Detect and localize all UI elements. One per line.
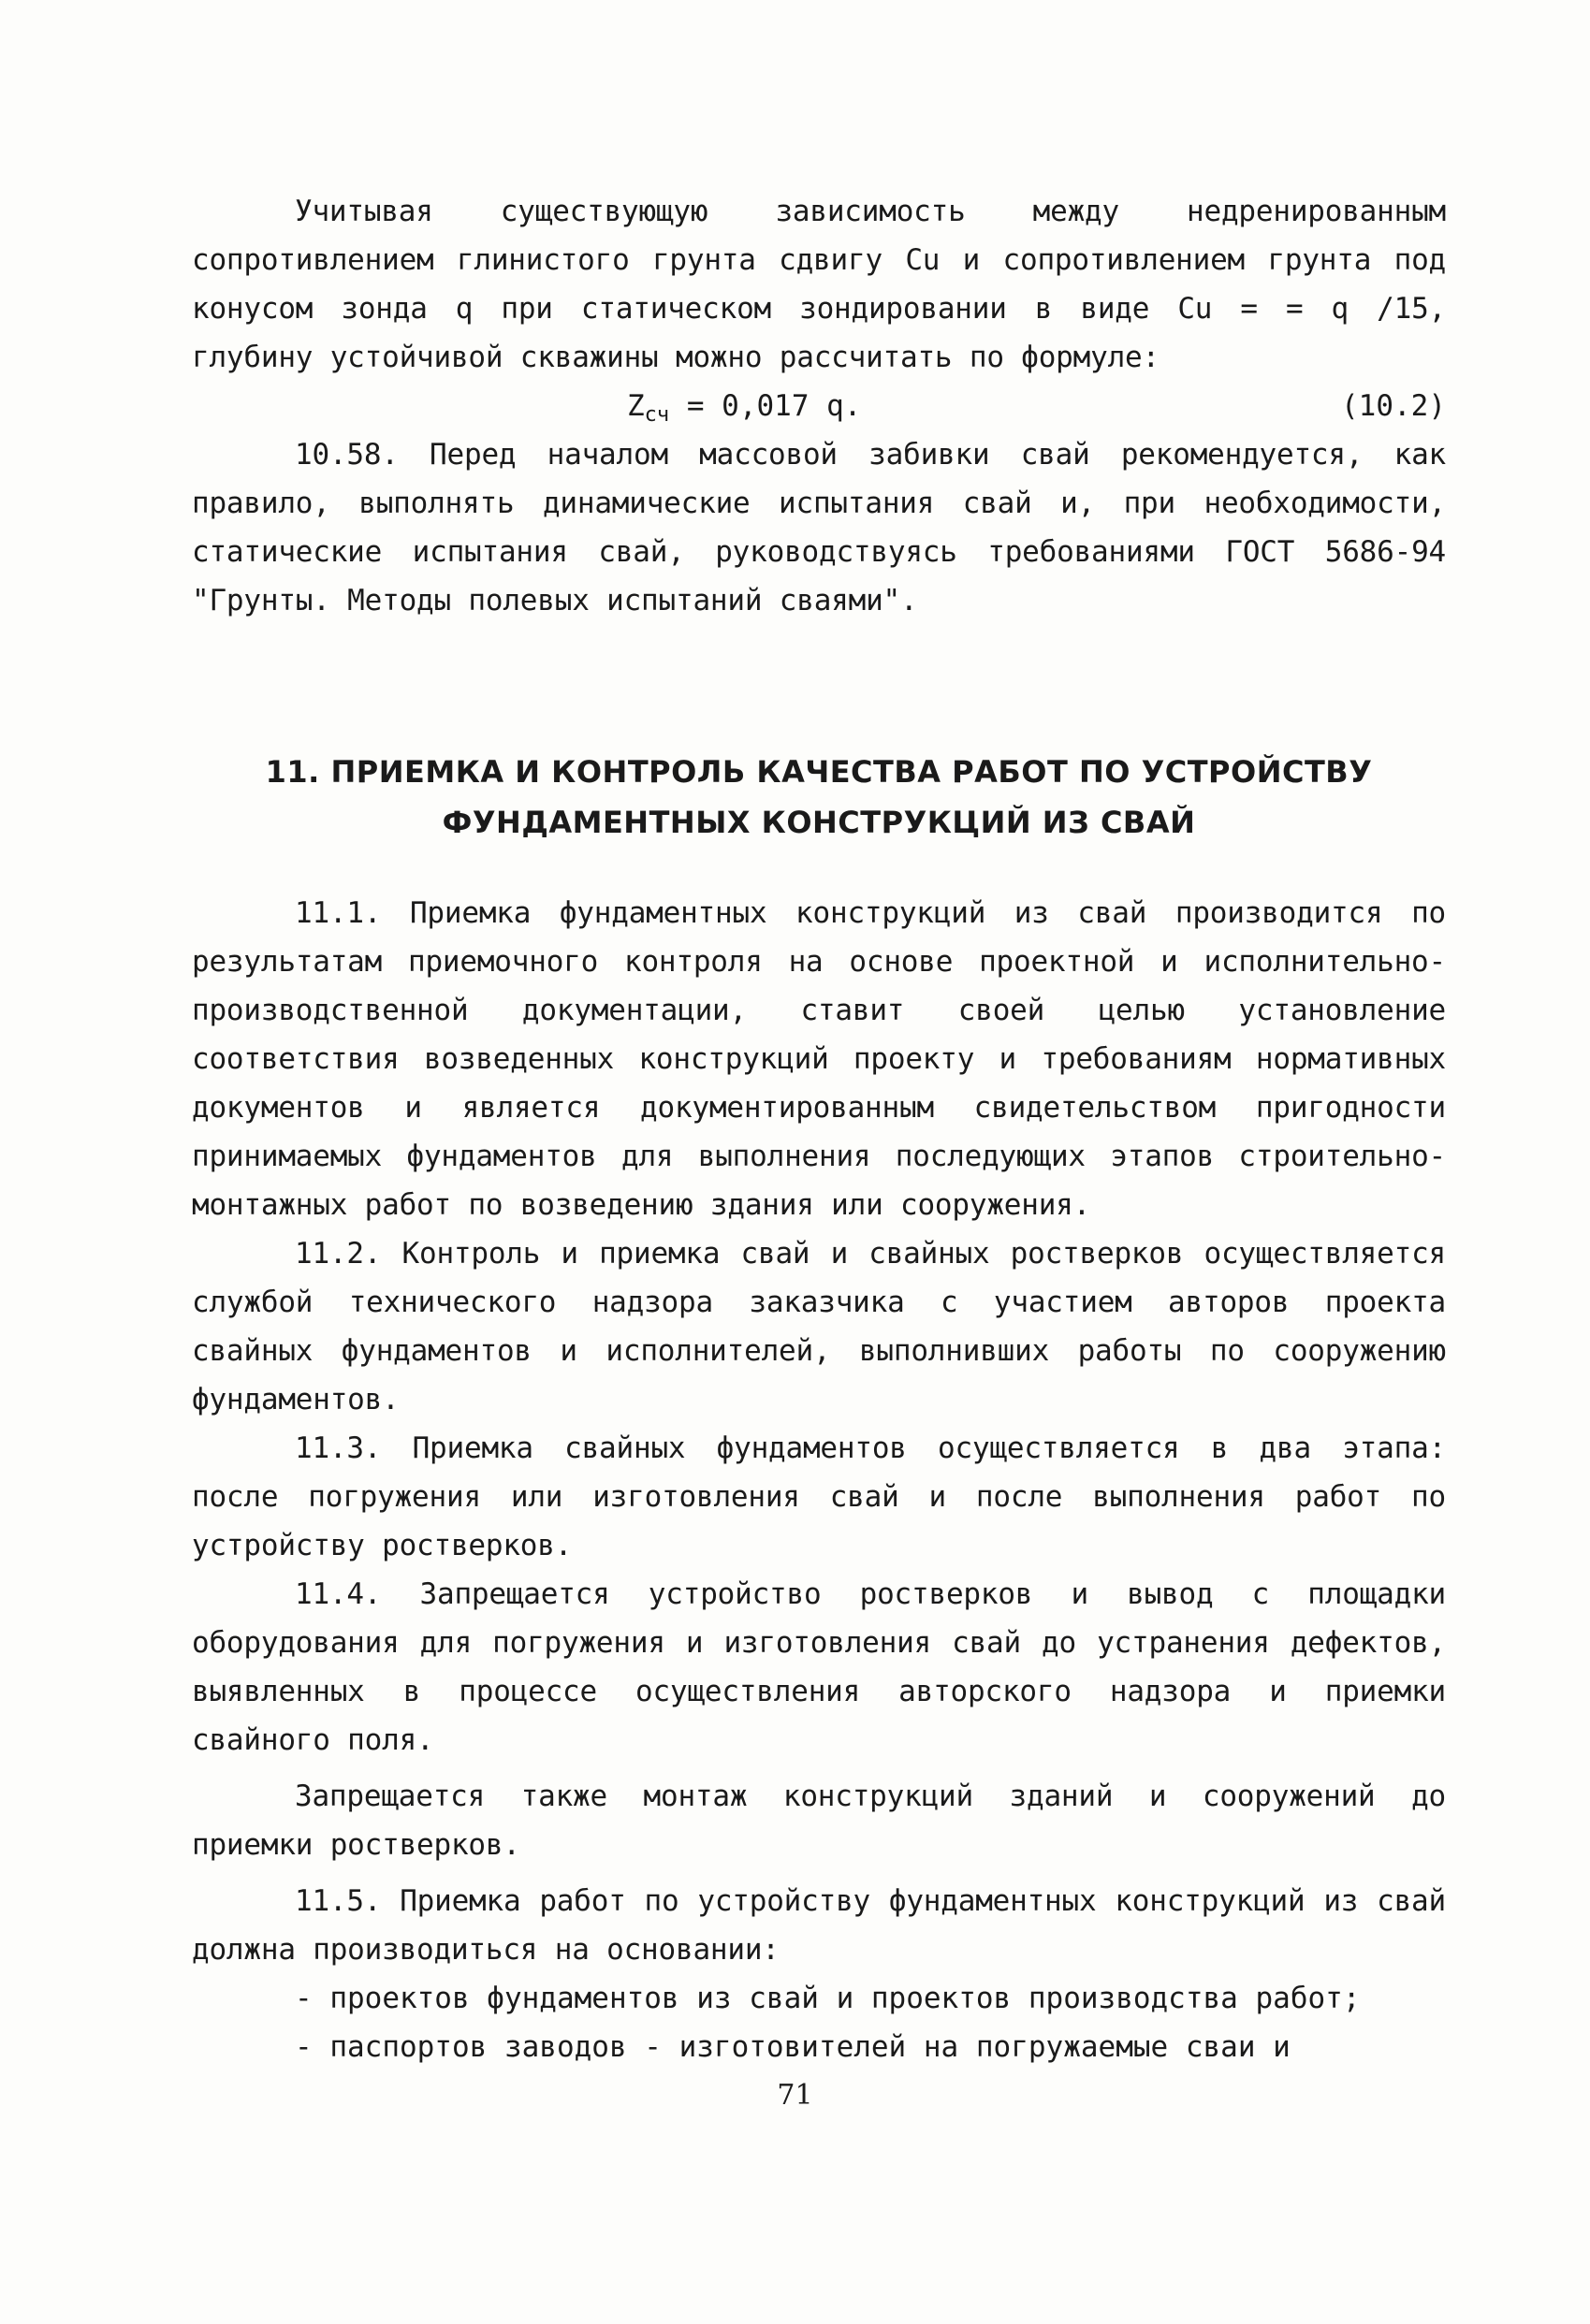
section-heading-line-2: ФУНДАМЕНТНЫХ КОНСТРУКЦИЙ ИЗ СВАЙ <box>442 805 1196 840</box>
formula-expression <box>627 382 861 440</box>
formula-lhs: Z <box>627 389 645 423</box>
list-item: - проектов фундаментов из свай и проектов производства работ; <box>295 1982 1361 2015</box>
paragraph-11-4: 11.4. Запрещается устройство ростверков и вывод с площадки оборудования для погружения и изготовления свай до устранения дефектов, выявленных в процессе осуществления авторского надзора и приемки свайного поля. <box>192 1577 1446 1757</box>
paragraph-10-58: 10.58. Перед началом массовой забивки свай рекомендуется, как правило, выполнять динамические испытания свай и, при необходимости, статические испытания свай, руководствуясь требованиями ГОСТ 5686-94 "Грунты. Методы полевых испытаний сваями". <box>192 438 1446 617</box>
paragraph-11-1: 11.1. Приемка фундаментных конструкций из свай производится по результатам приемочного контроля на основе проектной и исполнительно-производственной документации, ставит своей целью установление соответствия возведенных конструкций проекту и требованиям нормативных документов и является документированным свидетельством пригодности принимаемых фундаментов для выполнения последующих этапов строительно-монтажных работ по возведению здания или сооружения. <box>192 896 1446 1222</box>
formula-rhs: = 0,017 q. <box>669 389 862 423</box>
paragraph-11-3: 11.3. Приемка свайных фундаментов осуществляется в два этапа: после погружения или изготовления свай и после выполнения работ по устройству ростверков. <box>192 1431 1446 1562</box>
paragraph-11-4-continued: Запрещается также монтаж конструкций зданий и сооружений до приемки ростверков. <box>192 1779 1446 1862</box>
list-item: - паспортов заводов - изготовителей на погружаемые сваи и <box>295 2030 1291 2064</box>
paragraph-11-2: 11.2. Контроль и приемка свай и свайных ростверков осуществляется службой технического надзора заказчика с участием авторов проекта свайных фундаментов и исполнителей, выполнивших работы по сооружению фундаментов. <box>192 1237 1446 1416</box>
intro-paragraph: Учитывая существующую зависимость между недренированным сопротивлением глинистого грунта сдвигу Cu и сопротивлением грунта под конусом зонда q при статическом зондировании в виде Cu = = q /15, глубину устойчивой скважины можно рассчитать по формуле: <box>192 195 1446 374</box>
section-11-heading <box>192 747 1446 848</box>
section-heading-line-1: 11. ПРИЕМКА И КОНТРОЛЬ КАЧЕСТВА РАБОТ ПО УСТРОЙСТВУ <box>265 754 1373 790</box>
section-11-body <box>192 889 1446 2071</box>
page-number: 71 <box>777 2079 813 2112</box>
paragraph-11-5: 11.5. Приемка работ по устройству фундаментных конструкций из свай должна производиться на основании: <box>192 1884 1446 1967</box>
formula-lhs-subscript: сч <box>644 403 670 427</box>
formula-10-2 <box>192 382 1446 430</box>
top-section <box>192 187 1446 625</box>
formula-number: (10.2) <box>1341 389 1446 423</box>
